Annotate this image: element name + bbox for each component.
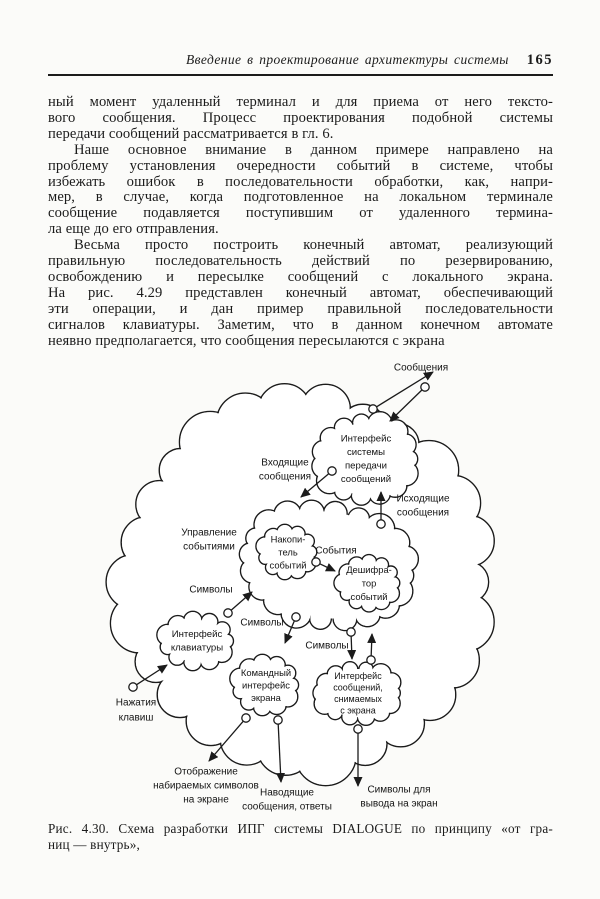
text-line: сигналов клавиатуры. Заметим, что в данном конечном автомате bbox=[48, 316, 553, 333]
cloud-label-message-system-interface: Интерфейс системы передачи сообщений bbox=[340, 433, 392, 485]
events-label: События bbox=[315, 545, 357, 557]
cloud-label-screen-message-interface: Интерфейс сообщений, снимаемых с экрана bbox=[333, 670, 383, 716]
symbols-label-middle: Символы bbox=[240, 617, 284, 629]
text-line: передачи сообщений рассматривается в гл. 6. bbox=[48, 125, 334, 142]
text-line: освобождению и пересылке сообщений с локального экрана. bbox=[48, 268, 553, 285]
typed-symbols-display-label: Отображение набираемых символов на экране bbox=[153, 766, 259, 806]
clouds-layer bbox=[106, 384, 494, 786]
outgoing-messages-label: Исходящие сообщения bbox=[396, 493, 450, 519]
text-line: неявно предполагается, что сообщения пересылаются с экрана bbox=[48, 332, 445, 349]
paragraph-3 bbox=[48, 238, 553, 349]
text-line: проблему установления очередности событий в системе, чтобы bbox=[48, 157, 553, 174]
text-column bbox=[48, 52, 553, 350]
incoming-messages-label: Входящие сообщения bbox=[258, 457, 312, 483]
event-management-label: Управление событиями bbox=[181, 527, 237, 553]
paragraph-1 bbox=[48, 95, 553, 143]
text-line: Рис. 4.30. Схема разработки ИПГ системы DIALOGUE по принципу «от гра- bbox=[48, 821, 553, 836]
text-line: На рис. 4.29 представлен конечный автомат, обеспечивающий bbox=[48, 284, 553, 301]
messages-in-arrow bbox=[390, 383, 429, 421]
cloud-label-screen-command-interface: Командный интерфейс экрана bbox=[240, 667, 292, 703]
text-line: вого сообщения. Процесс проектирования подобной системы bbox=[48, 109, 553, 126]
prompts-responses-label: Наводящие сообщения, ответы bbox=[242, 787, 332, 813]
text-line: эти операции, и дан пример правильной последовательности bbox=[48, 300, 553, 317]
header-rule bbox=[48, 74, 553, 76]
key-presses-label: Нажатия клавиш bbox=[115, 697, 157, 724]
text-line: мер, в случае, когда подготовленное на локальном терминале bbox=[48, 189, 553, 206]
messages-out-arrow bbox=[369, 372, 433, 413]
body-text bbox=[48, 95, 553, 350]
figure-caption bbox=[48, 821, 553, 852]
messages-label: Сообщения bbox=[393, 362, 449, 374]
text-line: правильную последовательность действий по резервированию, bbox=[48, 253, 553, 270]
running-header bbox=[48, 52, 553, 69]
text-line: ниц — внутрь», bbox=[48, 836, 141, 852]
text-line: Наше основное внимание в данном примере направлено на bbox=[74, 141, 553, 158]
page-number: 165 bbox=[526, 52, 553, 68]
paragraph-2 bbox=[48, 143, 553, 238]
symbols-label-lower: Символы bbox=[305, 640, 349, 652]
output-symbols-label: Символы для вывода на экран bbox=[360, 784, 438, 810]
cloud-label-keyboard-interface: Интерфейс клавиатуры bbox=[170, 628, 224, 654]
text-line: ла еще до его отправления. bbox=[48, 221, 219, 238]
cloud-label-event-accumulator: Накопи-тель событий bbox=[269, 533, 307, 571]
text-line: ный момент удаленный терминал и для приема от него тексто- bbox=[48, 94, 553, 110]
text-line: Весьма просто построить конечный автомат, реализующий bbox=[74, 237, 553, 254]
text-line: избежать ошибок в последовательности обработки, как, напри- bbox=[48, 173, 553, 190]
cloud-label-event-decoder: Дешифра-тор событий bbox=[346, 564, 392, 602]
text-line: сообщение подавляется поступившим от удаленного термина- bbox=[48, 205, 553, 222]
symbols-label-upper: Символы bbox=[189, 584, 233, 596]
running-header-title: Введение в проектирование архитектуры системы bbox=[186, 52, 509, 67]
